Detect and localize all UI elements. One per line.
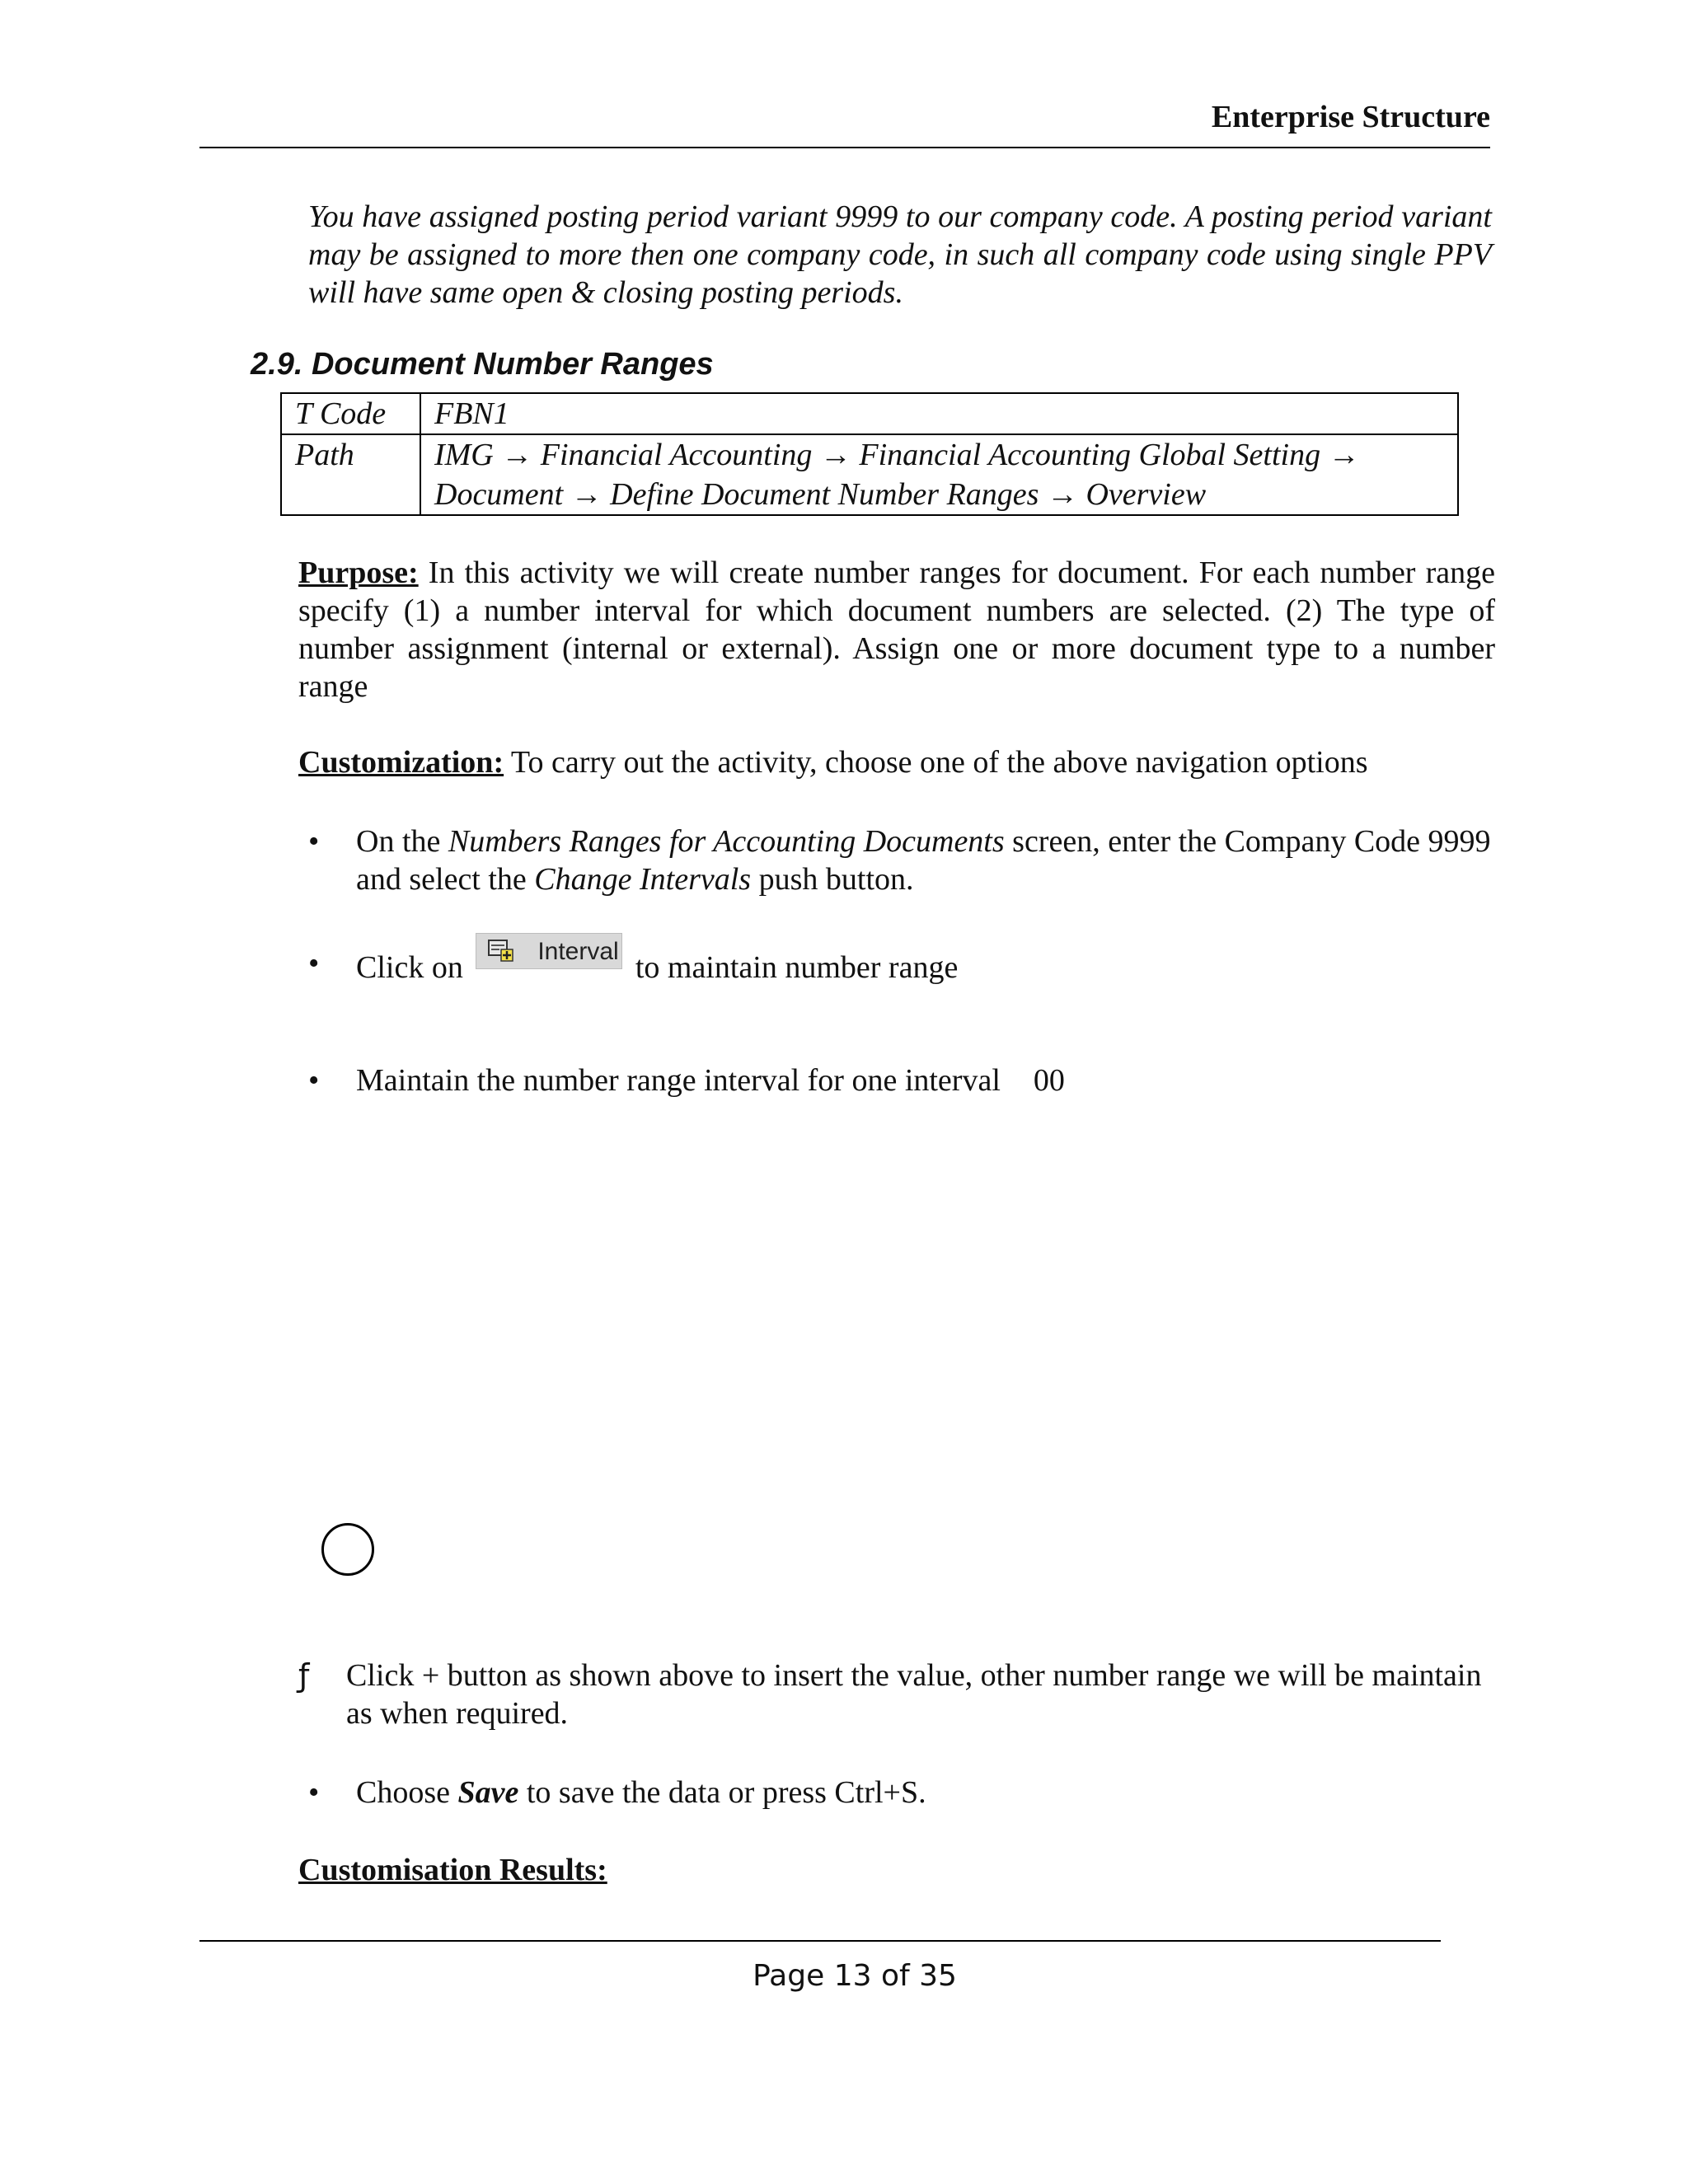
- bullet-marker: •: [308, 1063, 320, 1098]
- bullet-text: [356, 1062, 1493, 1099]
- page-number: Page 13 of 35: [753, 1959, 957, 1993]
- bullet-marker: •: [308, 824, 320, 859]
- tcode-table: [280, 392, 1459, 516]
- footer-rule: [199, 1940, 1441, 1942]
- screen-name: Numbers Ranges for Accounting Documents: [448, 824, 1005, 859]
- header-rule: [199, 147, 1490, 148]
- page-header-title: Enterprise Structure: [1211, 100, 1490, 134]
- table-row: [281, 393, 1458, 434]
- interval-button[interactable]: [476, 933, 622, 969]
- bullet-text: [356, 823, 1493, 898]
- table-value-cell: FBN1: [420, 393, 1458, 434]
- bullet-text-part: to maintain number range: [635, 950, 959, 985]
- intro-text: You have assigned posting period variant 9999 to our company code. A posting period variant may be assigned to more then one company code, in such all company code using single PPV will have same open & closing posting periods.: [308, 199, 1492, 310]
- bullet-text-part: to save the data or press Ctrl+S.: [518, 1775, 926, 1810]
- bullet-text-part: Choose: [356, 1775, 458, 1810]
- purpose-label: Purpose:: [298, 555, 419, 590]
- customization-paragraph: [298, 743, 1495, 781]
- purpose-paragraph: [298, 554, 1495, 705]
- results-heading: [298, 1851, 1495, 1889]
- bullet-marker: •: [308, 946, 320, 981]
- bullet-marker: ƒ: [298, 1657, 310, 1694]
- table-row: [281, 434, 1458, 515]
- table-key-cell: Path: [281, 434, 420, 515]
- intro-paragraph: [308, 198, 1492, 312]
- table-key-cell: T Code: [281, 393, 420, 434]
- bullet-text: Click + button as shown above to insert the value, other number range we will be maintain as when required.: [346, 1658, 1482, 1731]
- bullet-text: [356, 938, 1493, 987]
- table-value-cell: IMG → Financial Accounting → Financial Accounting Global Setting → Document → Define Document Number Ranges → Overview: [420, 434, 1458, 515]
- bullet-text-part: push button.: [751, 862, 914, 897]
- interval-button-label: Interval: [537, 938, 619, 965]
- bullet-text-part: Maintain the number range interval for one interval: [356, 1063, 1001, 1098]
- results-label: Customisation Results:: [298, 1853, 607, 1887]
- insert-interval-icon: [488, 940, 514, 963]
- bullet-text: [356, 1774, 1493, 1811]
- save-keyword: Save: [457, 1775, 519, 1810]
- interval-value: 00: [1033, 1063, 1065, 1098]
- purpose-text: In this activity we will create number ranges for document. For each number range specify (1) a number interval for which document numbers are selected. (2) The type of number assignment (internal or external). Assign one or more document type to a number range: [298, 555, 1495, 704]
- customization-label: Customization:: [298, 745, 504, 780]
- bullet-marker: •: [308, 1775, 320, 1810]
- bullet-text-part: Click on: [356, 950, 463, 985]
- section-heading: 2.9. Document Number Ranges: [251, 347, 714, 382]
- circle-shape: [321, 1523, 374, 1576]
- customization-text: To carry out the activity, choose one of the above navigation options: [504, 745, 1368, 780]
- button-name: Change Intervals: [534, 862, 752, 897]
- bullet-text-part: screen, enter the Company Code 9999 and select the: [356, 824, 1491, 897]
- bullet-text-part: On the: [356, 824, 448, 859]
